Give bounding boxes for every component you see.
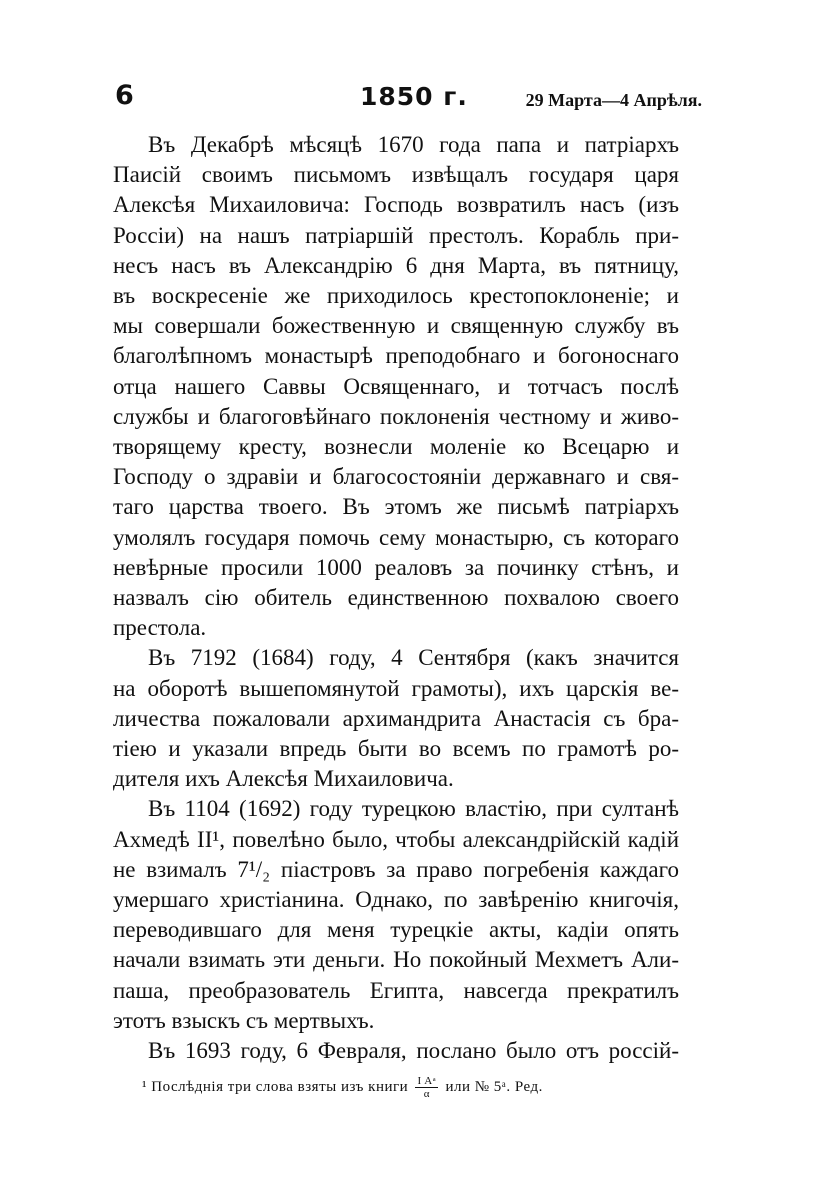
running-year: 1850 г. [360,82,468,111]
page-header [110,80,702,114]
footnote-marker: ¹ [142,1078,147,1095]
text-line: несъ насъ въ Александрію 6 дня Марта, въ пятницу, [113,252,679,278]
text-line: умершаго христіанина. Однако, по завѣренію книгочія, [113,887,679,913]
source-fraction [415,1075,438,1100]
paragraph [113,643,679,794]
text-line: не взималъ 7¹/₂ піастровъ за право погребенія каждаго [113,856,679,882]
text-line: этотъ взыскъ съ мертвыхъ. [113,1007,375,1033]
text-line: невѣрные просили 1000 реаловъ за починку стѣнъ, и [113,554,679,580]
text-line: переводившаго для меня турецкіе акты, кадіи опять [113,917,679,943]
text-line: на оборотѣ вышепомянутой грамоты), ихъ царскія ве- [113,675,679,701]
text-line: таго царства твоего. Въ этомъ же письмѣ патріархъ [113,494,679,520]
paragraph [113,1036,679,1066]
text-line: дителя ихъ Алексѣя Михаиловича. [113,766,454,792]
text-line: Въ 1104 (1692) году турецкою властію, при султанѣ [148,796,679,822]
body-text [113,130,679,1066]
text-line: назвалъ сію обитель единственною похвалою своего [113,585,679,611]
text-line: паша, преобразователь Египта, навсегда прекратилъ [113,977,679,1003]
text-line: умолялъ государя помочь сему монастырю, съ котораго [113,524,679,550]
footnote-text: Послѣднія три слова взяты изъ книги [151,1078,409,1095]
text-line: Ахмедѣ II¹, повелѣно было, чтобы александрійскій кадій [113,826,679,852]
text-line: тіею и указали впредь быти во всемъ по грамотѣ ро- [113,736,679,762]
text-line: въ воскресеніе же приходилось крестопоклоненіе; и [113,283,679,309]
fraction-denominator: α [423,1088,430,1100]
running-dates: 29 Марта—4 Апрѣля. [525,90,702,110]
text-line: начали взимать эти деньги. Но покойный Мехметъ Али- [113,947,679,973]
footnote-text-end: или № 5ᵃ. Ред. [445,1078,543,1095]
text-line: личества пожаловали архимандрита Анастасія съ бра- [113,705,679,731]
text-line: Въ 1693 году, 6 Февраля, послано было отъ россій- [148,1038,679,1064]
text-line: Въ 7192 (1684) году, 4 Сентября (какъ значится [148,645,679,671]
text-line: благолѣпномъ монастырѣ преподобнаго и богоноснаго [113,343,679,369]
page-number: 6 [115,80,134,111]
text-line: Россіи) на нашъ патріаршій престолъ. Корабль при- [113,222,679,248]
text-line: Господу о здравіи и благосостояніи державнаго и свя- [113,464,679,490]
text-line: творящему кресту, вознесли моленіе ко Всецарю и [113,434,679,460]
text-line: Паисій своимъ письмомъ извѣщалъ государя царя [113,162,679,188]
text-line: Въ Декабрѣ мѣсяцѣ 1670 года папа и патріархъ [148,132,679,157]
text-line: службы и благоговѣйнаго поклоненія честному и живо- [113,403,679,429]
paragraph [113,130,679,643]
text-line: мы совершали божественную и священную службу въ [113,313,679,339]
paragraph [113,794,679,1036]
fraction-numerator: I Aᵃ [417,1075,437,1087]
text-line: отца нашего Саввы Освященнаго, и тотчасъ послѣ [113,373,679,399]
text-line: Алексѣя Михаиловича: Господь возвратилъ насъ (изъ [113,192,679,218]
text-line: престола. [113,615,207,641]
footnote [142,1075,682,1100]
